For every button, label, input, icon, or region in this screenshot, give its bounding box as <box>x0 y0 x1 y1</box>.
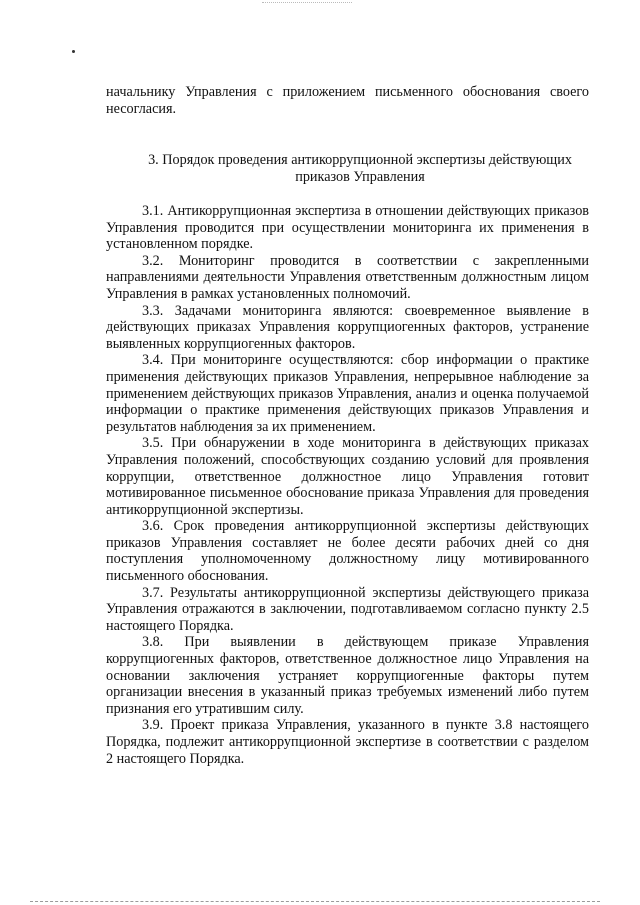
intro-paragraph: начальнику Управления с приложением письменного обоснования своего несогласия. <box>106 84 589 117</box>
paragraph-3-6: 3.6. Срок проведения антикоррупционной экспертизы действующих приказов Управления составляет не более десяти рабочих дней со дня поступления уполномоченному должностному лицу мотивированного письменного обоснования. <box>106 518 589 585</box>
paragraph-3-2: 3.2. Мониторинг проводится в соответствии с закрепленными направлениями деятельности Управления ответственным должностным лицом Управления в рамках установленных полномочий. <box>106 252 589 302</box>
paragraph-3-4: 3.4. При мониторинге осуществляются: сбор информации о практике применения действующих приказов Управления, непрерывное наблюдение за применением действующих приказов Управления, анализ и оценка получаемой информации о практике применения действующих приказов Управления и результатов наблюдения за их применением. <box>106 352 589 435</box>
paragraph-3-9: 3.9. Проект приказа Управления, указанного в пункте 3.8 настоящего Порядка, подлежит антикоррупционной экспертизе в соответствии с разделом 2 настоящего Порядка. <box>106 717 589 767</box>
scan-speck <box>72 50 75 53</box>
paragraph-3-1: 3.1. Антикоррупционная экспертиза в отношении действующих приказов Управления проводится при осуществлении мониторинга их применения в установленном порядке. <box>106 203 589 253</box>
paragraph-3-8: 3.8. При выявлении в действующем приказе Управления коррупциогенных факторов, ответственное должностное лицо Управления на основании заключения устраняет коррупциогенные факторы путем организации внесения в указанный приказ требуемых изменений либо путем признания его утратившим силу. <box>106 634 589 717</box>
paragraph-3-3: 3.3. Задачами мониторинга являются: своевременное выявление в действующих приказах Управления коррупциогенных факторов, устранение выявленных коррупциогенных факторов. <box>106 302 589 352</box>
paragraph-3-7: 3.7. Результаты антикоррупционной экспертизы действующего приказа Управления отражаются в заключении, подготавливаемом согласно пункту 2.5 настоящего Порядка. <box>106 584 589 634</box>
scan-bottom-edge <box>30 901 600 902</box>
scan-artifact <box>262 2 352 7</box>
section-heading: 3. Порядок проведения антикоррупционной экспертизы действующих приказов Управления <box>148 152 572 185</box>
paragraph-3-5: 3.5. При обнаружении в ходе мониторинга в действующих приказах Управления положений, способствующих созданию условий для проявления коррупции, ответственное должностное лицо Управления готовит мотивированное письменное обоснование приказа Управления для проведения антикоррупционной экспертизы. <box>106 435 589 518</box>
section-body <box>106 203 589 767</box>
